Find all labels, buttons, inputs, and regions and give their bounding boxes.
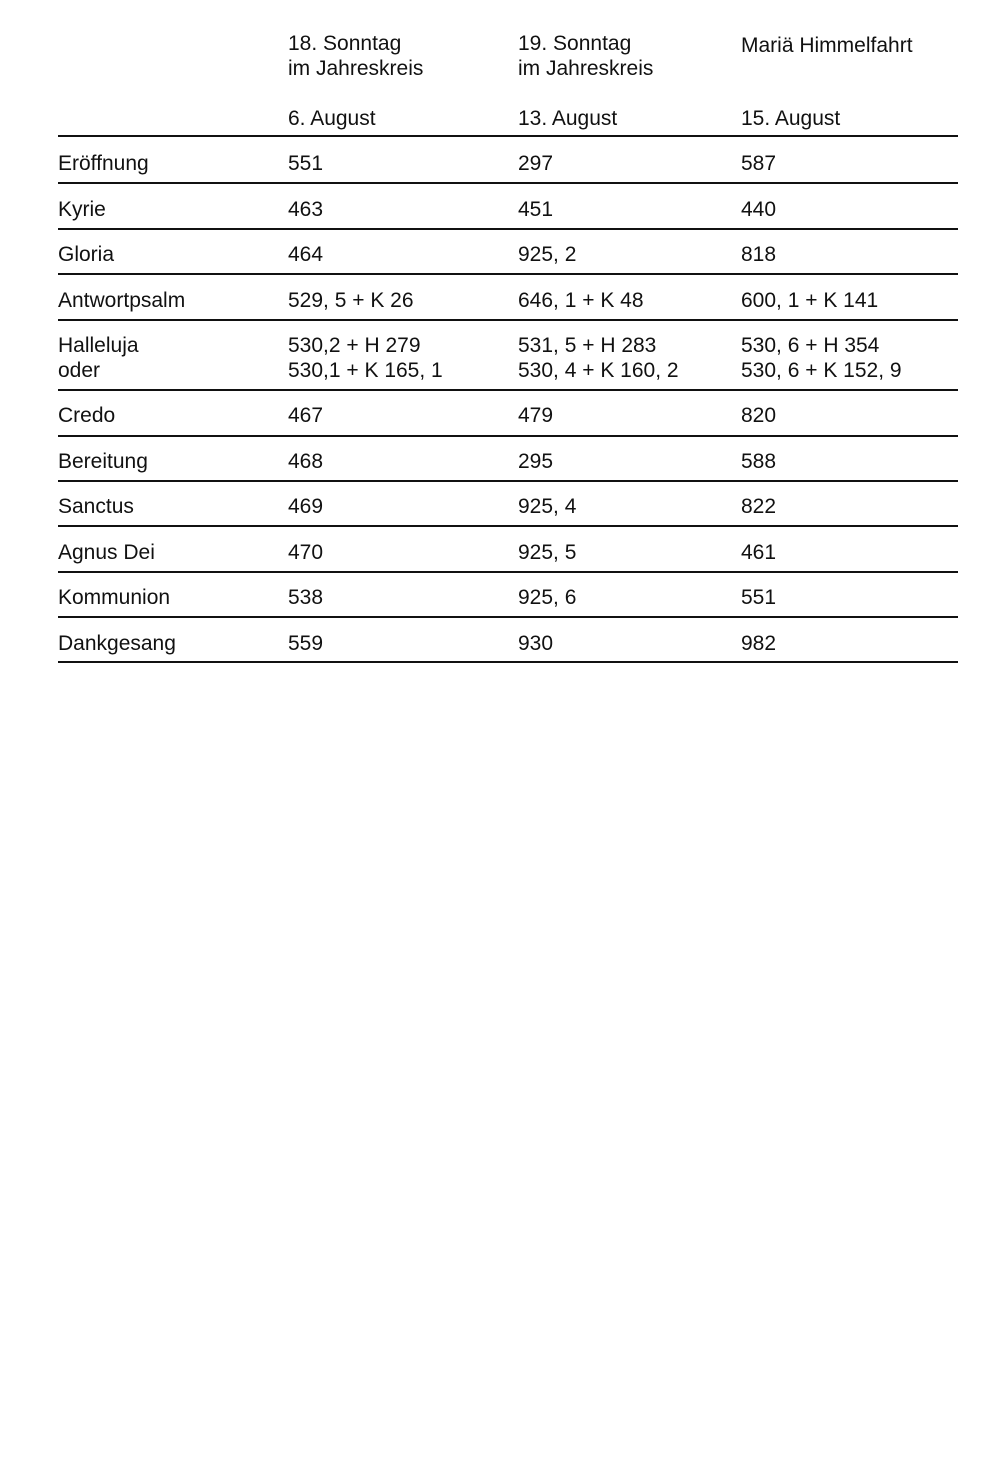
row-label: Kyrie bbox=[58, 198, 106, 221]
row-value: 588 bbox=[741, 450, 777, 473]
row-value: 925, 2 bbox=[518, 243, 577, 266]
row-rule bbox=[58, 319, 958, 321]
col1-title-line2: im Jahreskreis bbox=[288, 57, 424, 80]
row-value: 559 bbox=[288, 632, 324, 655]
row-value: 982 bbox=[741, 632, 777, 655]
row-value-secondary: 530, 4 + K 160, 2 bbox=[518, 359, 679, 382]
row-value: 461 bbox=[741, 541, 777, 564]
row-value: 479 bbox=[518, 404, 554, 427]
row-value-secondary: 530, 6 + K 152, 9 bbox=[741, 359, 902, 382]
col1-title-line1: 18. Sonntag bbox=[288, 32, 402, 55]
col1-date: 6. August bbox=[288, 107, 376, 130]
row-value: 530,2 + H 279 bbox=[288, 334, 421, 357]
row-value-secondary: 530,1 + K 165, 1 bbox=[288, 359, 443, 382]
row-label-secondary: oder bbox=[58, 359, 101, 382]
row-rule bbox=[58, 228, 958, 230]
row-value: 930 bbox=[518, 632, 554, 655]
row-value: 551 bbox=[741, 586, 777, 609]
row-value: 451 bbox=[518, 198, 554, 221]
row-label: Dankgesang bbox=[58, 632, 176, 655]
header-rule bbox=[58, 135, 958, 137]
row-value: 529, 5 + K 26 bbox=[288, 289, 414, 312]
row-label: Sanctus bbox=[58, 495, 134, 518]
row-value: 440 bbox=[741, 198, 777, 221]
row-rule bbox=[58, 435, 958, 437]
col2-date: 13. August bbox=[518, 107, 618, 130]
row-value: 600, 1 + K 141 bbox=[741, 289, 879, 312]
row-value: 469 bbox=[288, 495, 324, 518]
row-rule bbox=[58, 571, 958, 573]
row-value: 820 bbox=[741, 404, 777, 427]
row-rule bbox=[58, 616, 958, 618]
row-value: 925, 4 bbox=[518, 495, 577, 518]
row-rule bbox=[58, 480, 958, 482]
row-value: 297 bbox=[518, 152, 554, 175]
row-value: 646, 1 + K 48 bbox=[518, 289, 644, 312]
row-label: Antwortpsalm bbox=[58, 289, 186, 312]
col3-date: 15. August bbox=[741, 107, 841, 130]
row-value: 464 bbox=[288, 243, 324, 266]
row-rule bbox=[58, 525, 958, 527]
row-value: 822 bbox=[741, 495, 777, 518]
row-value: 925, 6 bbox=[518, 586, 577, 609]
row-label: Halleluja bbox=[58, 334, 139, 357]
row-value: 587 bbox=[741, 152, 777, 175]
row-label: Credo bbox=[58, 404, 116, 427]
row-value: 531, 5 + H 283 bbox=[518, 334, 657, 357]
row-label: Kommunion bbox=[58, 586, 171, 609]
row-label: Agnus Dei bbox=[58, 541, 155, 564]
row-label: Eröffnung bbox=[58, 152, 149, 175]
row-label: Gloria bbox=[58, 243, 115, 266]
row-value: 468 bbox=[288, 450, 324, 473]
row-value: 530, 6 + H 354 bbox=[741, 334, 880, 357]
col2-title-line2: im Jahreskreis bbox=[518, 57, 654, 80]
row-rule bbox=[58, 182, 958, 184]
row-value: 467 bbox=[288, 404, 324, 427]
row-value: 295 bbox=[518, 450, 554, 473]
row-rule bbox=[58, 273, 958, 275]
col3-title-line1: Mariä Himmelfahrt bbox=[741, 34, 913, 57]
row-value: 538 bbox=[288, 586, 324, 609]
row-label: Bereitung bbox=[58, 450, 148, 473]
col2-title-line1: 19. Sonntag bbox=[518, 32, 632, 55]
row-rule bbox=[58, 389, 958, 391]
row-value: 925, 5 bbox=[518, 541, 577, 564]
row-value: 463 bbox=[288, 198, 324, 221]
row-value: 818 bbox=[741, 243, 777, 266]
row-value: 470 bbox=[288, 541, 324, 564]
row-rule bbox=[58, 661, 958, 663]
row-value: 551 bbox=[288, 152, 324, 175]
